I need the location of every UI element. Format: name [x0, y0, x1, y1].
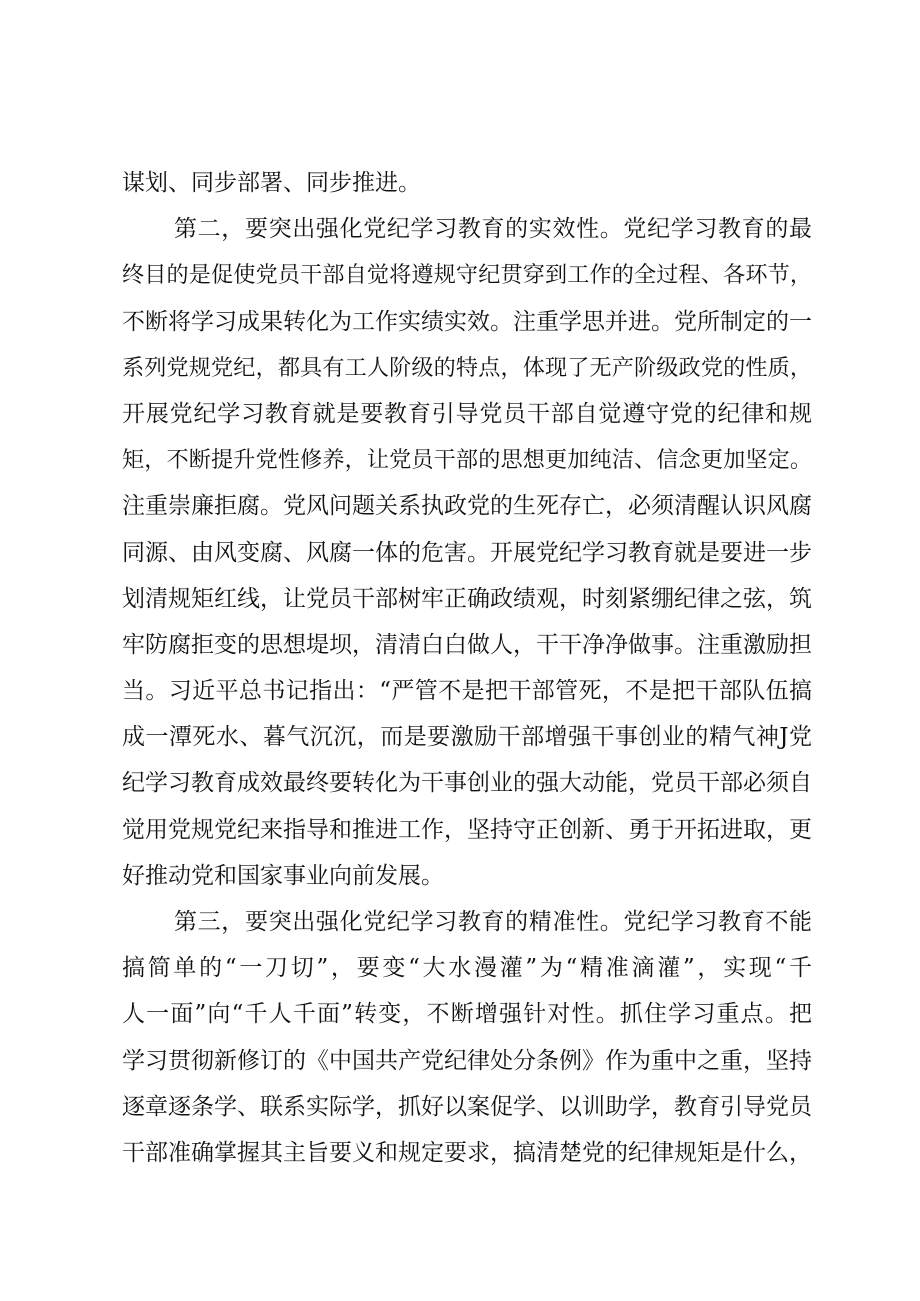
text-line: 逐章逐条学、联系实际学，抓好以案促学、以训助学，教育引导党员 [122, 1093, 812, 1120]
text-line: 终目的是促使党员干部自觉将遵规守纪贯穿到工作的全过程、各环节， [122, 262, 812, 289]
document-body [122, 160, 812, 1176]
text-line: 谋划、同步部署、同步推进。 [122, 170, 421, 196]
text-line: 干部准确掌握其主旨要义和规定要求，搞清楚党的纪律规矩是什么， [122, 1139, 812, 1166]
text-line: 同源、由风变腐、风腐一体的危害。开展党纪学习教育就是要进一步 [122, 539, 812, 566]
paragraph-start-line: 第二，要突出强化党纪学习教育的实效性。党纪学习教育的最 [174, 216, 812, 243]
text-line: 纪学习教育成效最终要转化为干事创业的强大动能，党员干部必须自 [122, 770, 812, 797]
text-line: 牢防腐拒变的思想堤坝，清清白白做人，干干净净做事。注重激励担 [122, 631, 812, 658]
text-line: 成一潭死水、暮气沉沉，而是要激励干部增强干事创业的精气神J党 [122, 724, 812, 751]
text-line: 系列党规党纪，都具有工人阶级的特点，体现了无产阶级政党的性质， [122, 354, 812, 381]
text-line: 好推动党和国家事业向前发展。 [122, 862, 444, 889]
text-line: 划清规矩红线，让党员干部树牢正确政绩观，时刻紧绷纪律之弦，筑 [122, 585, 812, 612]
text-line: 注重崇廉拒腐。党风问题关系执政党的生死存亡，必须清醒认识风腐 [122, 493, 812, 520]
text-line: 人一面”向“千人千面”转变，不断增强针对性。抓住学习重点。把 [122, 1001, 812, 1028]
text-line: 当。习近平总书记指出：“严管不是把干部管死，不是把干部队伍搞 [122, 678, 812, 705]
text-line: 搞简单的“一刀切”，要变“大水漫灌”为“精准滴灌”，实现“千 [122, 955, 812, 982]
text-line: 矩，不断提升党性修养，让党员干部的思想更加纯洁、信念更加坚定。 [122, 447, 812, 474]
text-line: 不断将学习成果转化为工作实绩实效。注重学思并进。党所制定的一 [122, 308, 812, 335]
text-line: 开展党纪学习教育就是要教育引导党员干部自觉遵守党的纪律和规 [122, 400, 812, 427]
paragraph-start-line: 第三，要突出强化党纪学习教育的精准性。党纪学习教育不能 [174, 909, 812, 935]
text-line: 学习贯彻新修订的《中国共产党纪律处分条例》作为重中之重，坚持 [122, 1047, 812, 1074]
text-line: 觉用党规党纪来指导和推进工作，坚持守正创新、勇于开拓进取，更 [122, 816, 812, 843]
